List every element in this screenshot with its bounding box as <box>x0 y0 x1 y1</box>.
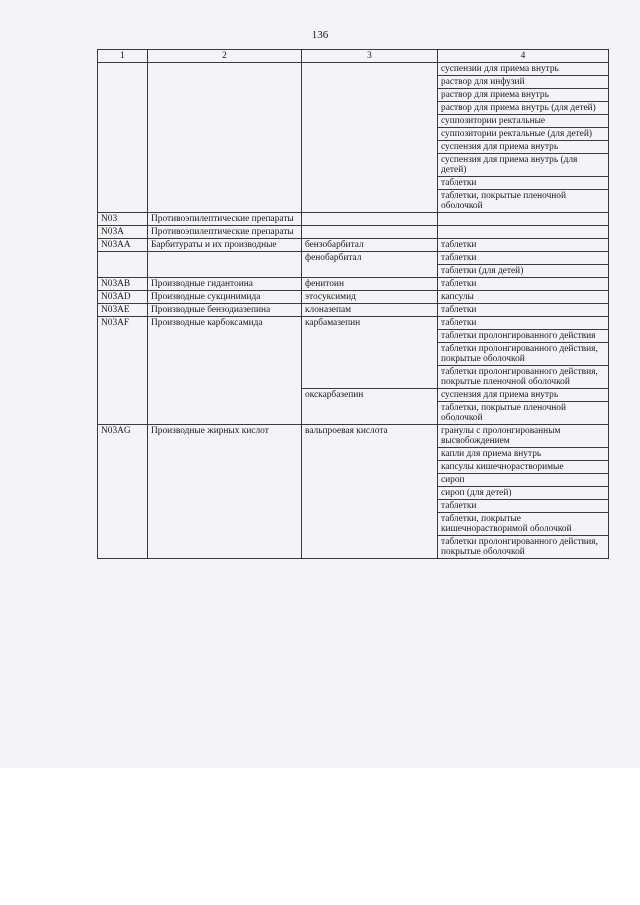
form-cell: таблетки <box>438 317 609 330</box>
table-row <box>98 425 609 448</box>
form-cell: таблетки, покрытые пленочной оболочкой <box>438 402 609 425</box>
form-cell <box>438 226 609 239</box>
form-cell: раствор для приема внутрь (для детей) <box>438 102 609 115</box>
form-cell: таблетки <box>438 500 609 513</box>
form-cell: таблетки <box>438 304 609 317</box>
group-cell <box>148 252 302 278</box>
form-cell: суспензия для приема внутрь <box>438 389 609 402</box>
page-number: 136 <box>311 29 329 41</box>
drug-cell <box>302 63 438 213</box>
group-cell: Барбитураты и их производные <box>148 239 302 252</box>
code-cell: N03AD <box>98 291 148 304</box>
form-cell <box>438 213 609 226</box>
group-cell: Производные карбоксамида <box>148 317 302 425</box>
drug-cell: этосуксимид <box>302 291 438 304</box>
form-cell: таблетки <box>438 278 609 291</box>
table-row <box>98 213 609 226</box>
table-row <box>98 304 609 317</box>
code-cell: N03A <box>98 226 148 239</box>
form-cell: гранулы с пролонгированным высвобождением <box>438 425 609 448</box>
code-cell: N03AF <box>98 317 148 425</box>
group-cell: Производные сукцинимида <box>148 291 302 304</box>
group-cell: Противоэпилептические препараты <box>148 213 302 226</box>
form-cell: таблетки пролонгированного действия, покрытые оболочкой <box>438 536 609 559</box>
drug-cell: клоназепам <box>302 304 438 317</box>
form-cell: таблетки пролонгированного действия <box>438 330 609 343</box>
table-row <box>98 317 609 330</box>
table-row <box>98 226 609 239</box>
table-row <box>98 63 609 76</box>
drug-table <box>97 49 609 559</box>
form-cell: таблетки пролонгированного действия, покрытые пленочной оболочкой <box>438 366 609 389</box>
column-header: 4 <box>438 50 609 63</box>
drug-cell: окскарбазепин <box>302 389 438 425</box>
column-header: 3 <box>302 50 438 63</box>
drug-cell: вальпроевая кислота <box>302 425 438 559</box>
form-cell: капсулы <box>438 291 609 304</box>
drug-cell: карбамазепин <box>302 317 438 389</box>
form-cell: таблетки <box>438 252 609 265</box>
drug-cell <box>302 226 438 239</box>
drug-cell: бензобарбитал <box>302 239 438 252</box>
drug-cell: фенобарбитал <box>302 252 438 278</box>
code-cell <box>98 252 148 278</box>
table-row <box>98 291 609 304</box>
group-cell <box>148 63 302 213</box>
drug-cell <box>302 213 438 226</box>
form-cell: раствор для приема внутрь <box>438 89 609 102</box>
group-cell: Производные жирных кислот <box>148 425 302 559</box>
code-cell: N03AE <box>98 304 148 317</box>
form-cell: раствор для инфузий <box>438 76 609 89</box>
form-cell: суппозитории ректальные <box>438 115 609 128</box>
form-cell: таблетки (для детей) <box>438 265 609 278</box>
group-cell: Противоэпилептические препараты <box>148 226 302 239</box>
column-header: 2 <box>148 50 302 63</box>
form-cell: суспензия для приема внутрь (для детей) <box>438 154 609 177</box>
form-cell: таблетки, покрытые пленочной оболочкой <box>438 190 609 213</box>
form-cell: таблетки пролонгированного действия, покрытые оболочкой <box>438 343 609 366</box>
table-row <box>98 278 609 291</box>
drug-cell: фенитоин <box>302 278 438 291</box>
group-cell: Производные бензодиазепина <box>148 304 302 317</box>
table-row <box>98 252 609 265</box>
form-cell: суспензия для приема внутрь <box>438 141 609 154</box>
form-cell: капли для приема внутрь <box>438 448 609 461</box>
group-cell: Производные гидантоина <box>148 278 302 291</box>
code-cell: N03AB <box>98 278 148 291</box>
form-cell: суппозитории ректальные (для детей) <box>438 128 609 141</box>
code-cell: N03AG <box>98 425 148 559</box>
code-cell: N03 <box>98 213 148 226</box>
form-cell: таблетки <box>438 177 609 190</box>
form-cell: таблетки <box>438 239 609 252</box>
form-cell: сироп (для детей) <box>438 487 609 500</box>
code-cell: N03AA <box>98 239 148 252</box>
header-row <box>98 50 609 63</box>
form-cell: сироп <box>438 474 609 487</box>
code-cell <box>98 63 148 213</box>
form-cell: капсулы кишечнорастворимые <box>438 461 609 474</box>
column-header: 1 <box>98 50 148 63</box>
form-cell: суспензии для приема внутрь <box>438 63 609 76</box>
table-row <box>98 239 609 252</box>
form-cell: таблетки, покрытые кишечнорастворимой оболочкой <box>438 513 609 536</box>
